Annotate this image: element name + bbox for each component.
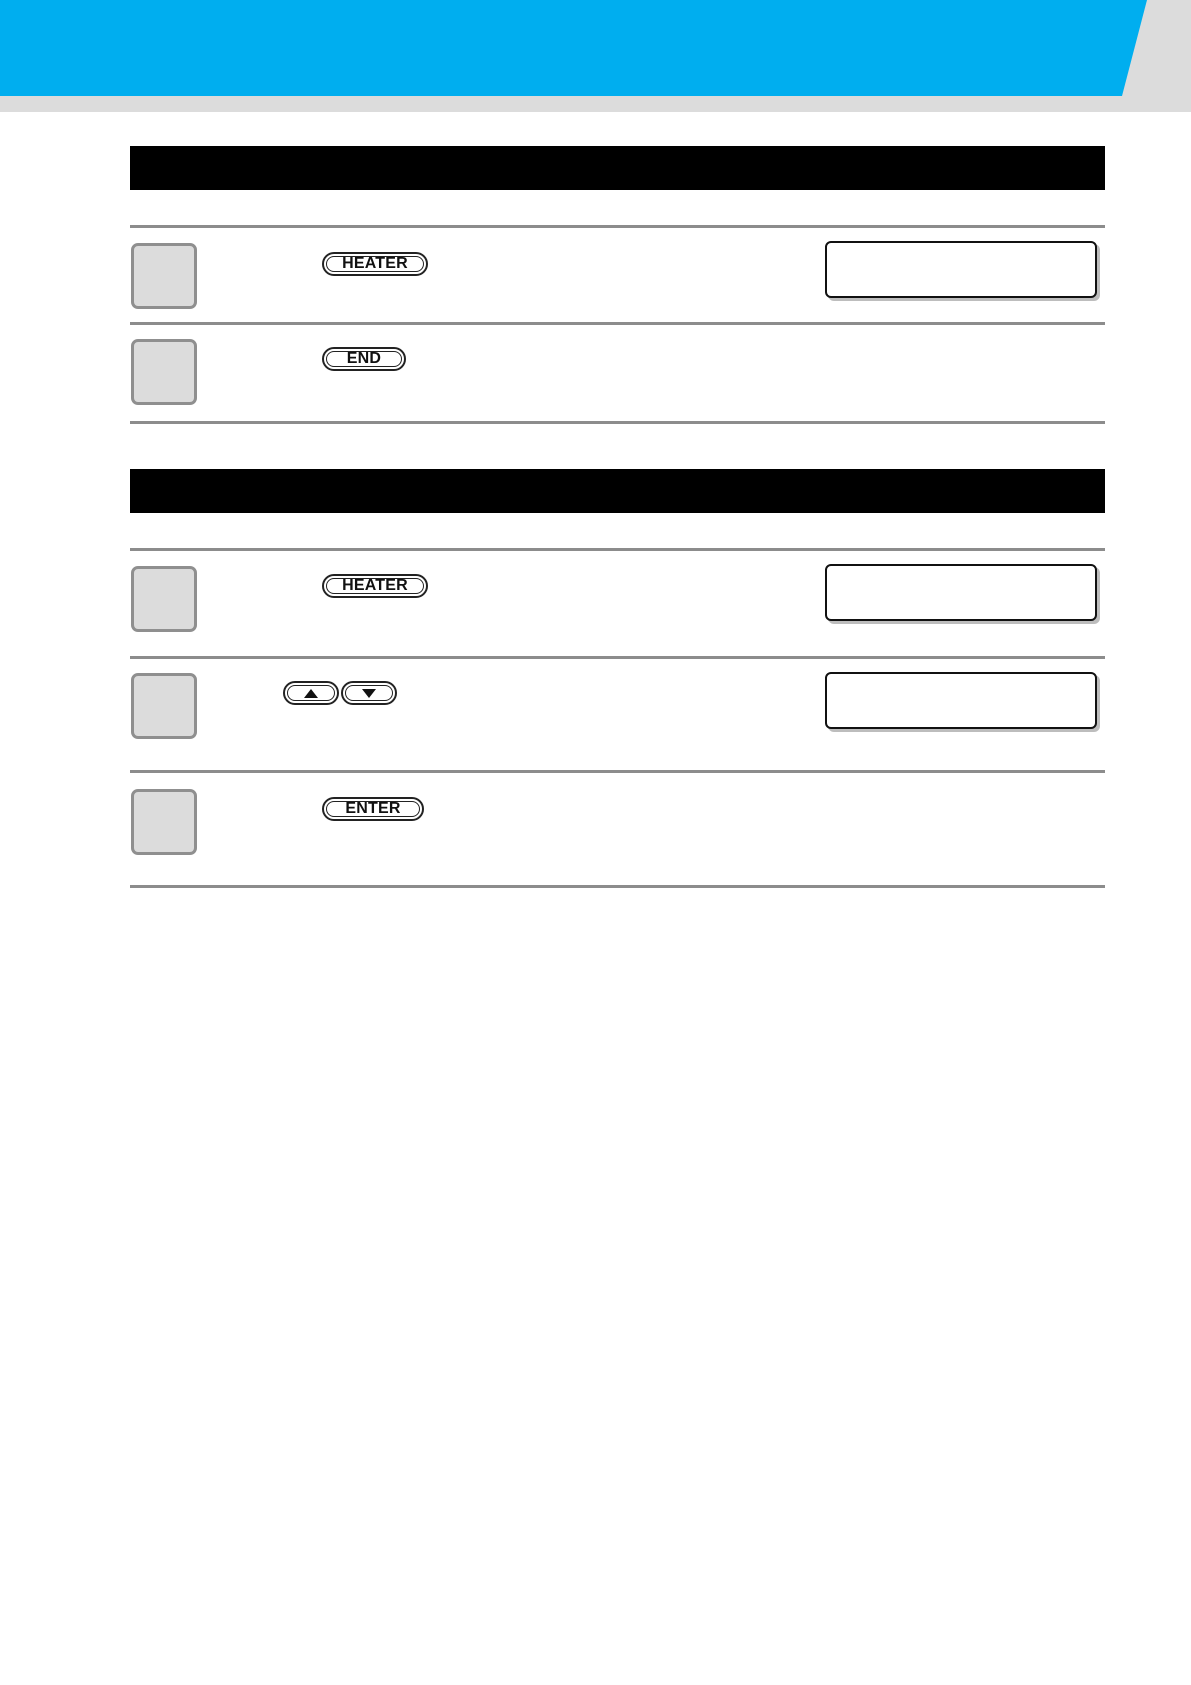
end-key	[322, 347, 406, 371]
down-arrow-key	[341, 681, 397, 705]
step-number-box	[131, 243, 197, 309]
heater-key-label: HEATER	[342, 577, 408, 594]
heater-key	[322, 574, 428, 598]
enter-key-label: ENTER	[345, 800, 401, 817]
step-number-box	[131, 673, 197, 739]
step-divider	[130, 225, 1105, 228]
page-header-band	[0, 0, 1191, 112]
step-number-box	[131, 339, 197, 405]
heater-key-label: HEATER	[342, 255, 408, 272]
step-number-box	[131, 566, 197, 632]
end-key-label: END	[346, 350, 382, 367]
lcd-display	[825, 564, 1097, 621]
up-arrow-key	[283, 681, 339, 705]
section-title-bar-1	[130, 146, 1105, 190]
step-divider	[130, 656, 1105, 659]
heater-key	[322, 252, 428, 276]
step-divider	[130, 885, 1105, 888]
step-divider	[130, 548, 1105, 551]
step-divider	[130, 322, 1105, 325]
step-number-box	[131, 789, 197, 855]
up-arrow-icon	[304, 689, 318, 698]
enter-key	[322, 797, 424, 821]
section-title-bar-2	[130, 469, 1105, 513]
step-divider	[130, 770, 1105, 773]
lcd-display	[825, 241, 1097, 298]
down-arrow-icon	[362, 689, 376, 698]
step-divider	[130, 421, 1105, 424]
lcd-display	[825, 672, 1097, 729]
